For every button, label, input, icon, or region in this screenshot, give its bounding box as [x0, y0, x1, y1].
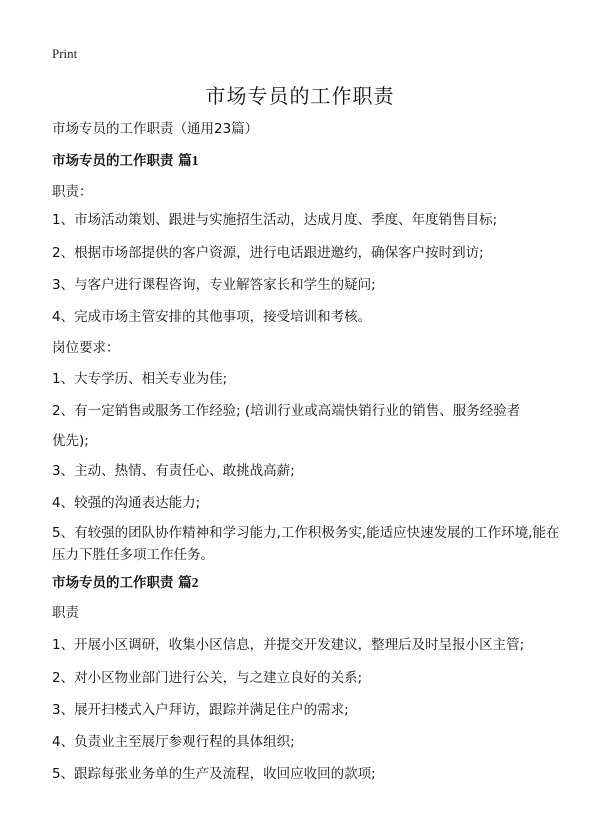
section1-requirement-item: 3、主动、热情、有责任心、敢挑战高薪; — [52, 463, 295, 479]
section1-requirement-item: 2、有一定销售或服务工作经验; (培训行业或高端快销行业的销售、服务经验者 — [52, 403, 521, 419]
section2-heading — [52, 574, 572, 592]
section1-duty-item: 1、市场活动策划、跟进与实施招生活动，达成月度、季度、年度销售目标; — [52, 212, 498, 228]
print-label: Print — [52, 46, 78, 61]
intro-text: 市场专员的工作职责（通用23篇） — [52, 121, 259, 137]
section2-duty-item: 5、跟踪每张业务单的生产及流程，收回应收回的款项; — [52, 766, 376, 782]
section2-heading-suffix: 篇2 — [178, 575, 199, 590]
section2-duties-label: 职责 — [52, 605, 79, 621]
section2-duty-item: 4、负责业主至展厅参观行程的具体组织; — [52, 734, 295, 750]
section2-duty-item: 3、展开扫楼式入户拜访，跟踪并满足住户的需求; — [52, 702, 349, 718]
section1-duty-item: 3、与客户进行课程咨询，专业解答家长和学生的疑问; — [52, 277, 376, 293]
section1-heading-suffix: 篇1 — [178, 153, 199, 168]
section1-duty-item: 2、根据市场部提供的客户资源，进行电话跟进邀约，确保客户按时到访; — [52, 245, 484, 261]
section1-requirement-item: 5、有较强的团队协作精神和学习能力,工作积极务实,能适应快速发展的工作环境,能在压力下胜任多项工作任务。 — [52, 525, 560, 563]
section1-duties-label: 职责： — [52, 184, 93, 200]
section1-requirement-item: 4、较强的沟通表达能力; — [52, 495, 201, 511]
section1-duty-item: 4、完成市场主管安排的其他事项，接受培训和考核。 — [52, 309, 372, 325]
section1-requirement-item: 优先); — [52, 433, 89, 449]
section1-requirement-item: 1、大专学历、相关专业为佳; — [52, 371, 228, 387]
document-title: 市场专员的工作职责 — [205, 84, 395, 108]
section2-duty-item: 2、对小区物业部门进行公关，与之建立良好的关系; — [52, 670, 363, 686]
section1-heading — [52, 152, 572, 170]
section1-heading-text: 市场专员的工作职责 — [52, 153, 179, 169]
section2-heading-text: 市场专员的工作职责 — [52, 575, 179, 591]
section2-duty-item: 1、开展小区调研，收集小区信息，并提交开发建议，整理后及时呈报小区主管; — [52, 637, 525, 653]
section1-requirements-label: 岗位要求： — [52, 340, 120, 356]
